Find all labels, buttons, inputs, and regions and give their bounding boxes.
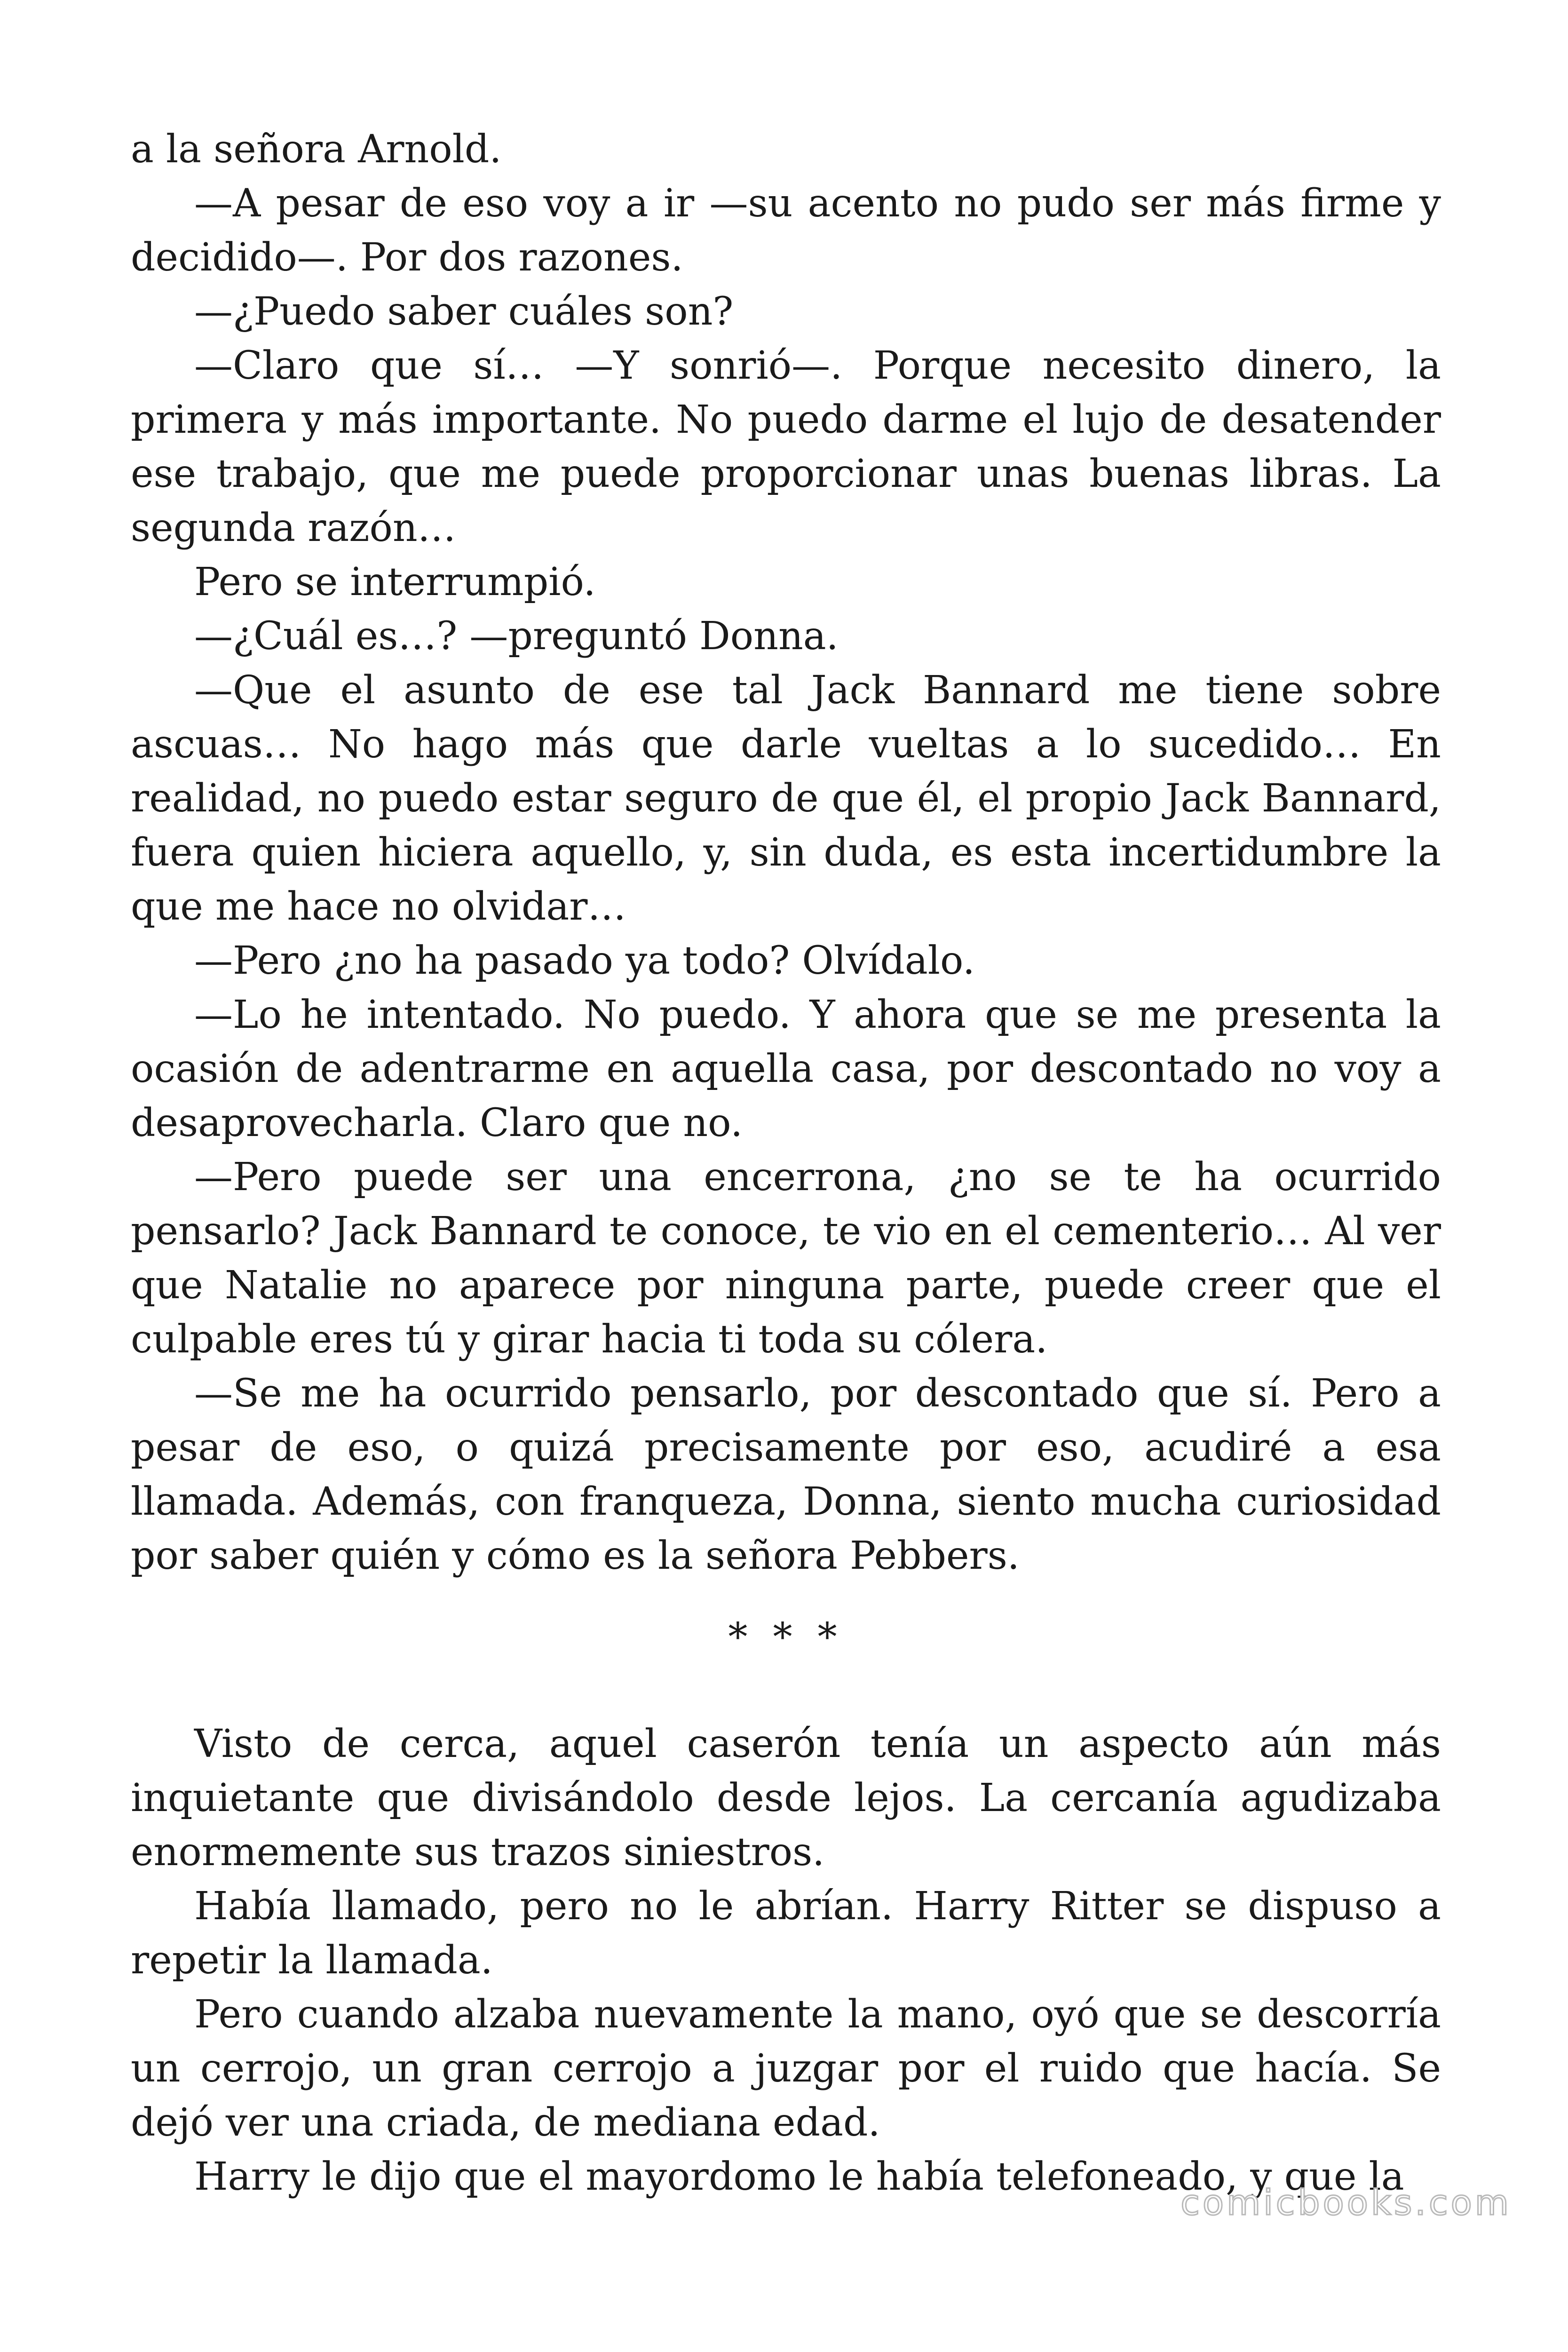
paragraph: Había llamado, pero no le abrían. Harry Ritter se dispuso a repetir la llamada. <box>131 1884 1441 1983</box>
paragraph: —A pesar de eso voy a ir —su acento no pudo ser más firme y decidido—. Por dos razones. <box>131 181 1441 280</box>
section-separator: * * * <box>728 1615 844 1660</box>
paragraph: —¿Cuál es…? —preguntó Donna. <box>194 614 839 659</box>
paragraph: Pero cuando alzaba nuevamente la mano, oyó que se descorría un cerrojo, un gran cerrojo a juzgar por el ruido que hacía. Se dejó ver una criada, de mediana edad. <box>131 1992 1441 2145</box>
paragraph: —Pero ¿no ha pasado ya todo? Olvídalo. <box>194 938 975 983</box>
watermark: comicbooks.com <box>1180 2183 1512 2223</box>
paragraph: —Lo he intentado. No puedo. Y ahora que se me presenta la ocasión de adentrarme en aquella casa, por descontado no voy a desaprovecharla. Claro que no. <box>131 993 1441 1145</box>
paragraph: —Pero puede ser una encerrona, ¿no se te ha ocurrido pensarlo? Jack Bannard te conoce, te vio en el cementerio… Al ver que Natalie no aparece por ninguna parte, puede creer que el culpable eres tú y girar hacia ti toda su cólera. <box>131 1155 1441 1362</box>
paragraph: —Claro que sí… —Y sonrió—. Porque necesito dinero, la primera y más importante. No puedo darme el lujo de desatender ese trabajo, que me puede proporcionar unas buenas libras. La segunda razón… <box>131 343 1441 550</box>
paragraph: Harry le dijo que el mayordomo le había telefoneado, y que la <box>194 2154 1404 2199</box>
paragraph: —Que el asunto de ese tal Jack Bannard me tiene sobre ascuas… No hago más que darle vueltas a lo sucedido… En realidad, no puedo estar seguro de que él, el propio Jack Bannard, fuera quien hiciera aquello, y, sin duda, es esta incertidumbre la que me hace no olvidar… <box>131 668 1441 929</box>
page-body <box>131 122 1441 2204</box>
paragraph: Pero se interrumpió. <box>194 560 596 604</box>
paragraph: Visto de cerca, aquel caserón tenía un aspecto aún más inquietante que divisándolo desde lejos. La cercanía agudizaba enormemente sus trazos siniestros. <box>131 1722 1441 1875</box>
paragraph: —Se me ha ocurrido pensarlo, por descontado que sí. Pero a pesar de eso, o quizá precisamente por eso, acudiré a esa llamada. Además, con franqueza, Donna, siento mucha curiosidad por saber quién y cómo es la señora Pebbers. <box>131 1371 1441 1578</box>
paragraph: a la señora Arnold. <box>131 127 502 172</box>
paragraph: —¿Puedo saber cuáles son? <box>194 289 734 334</box>
